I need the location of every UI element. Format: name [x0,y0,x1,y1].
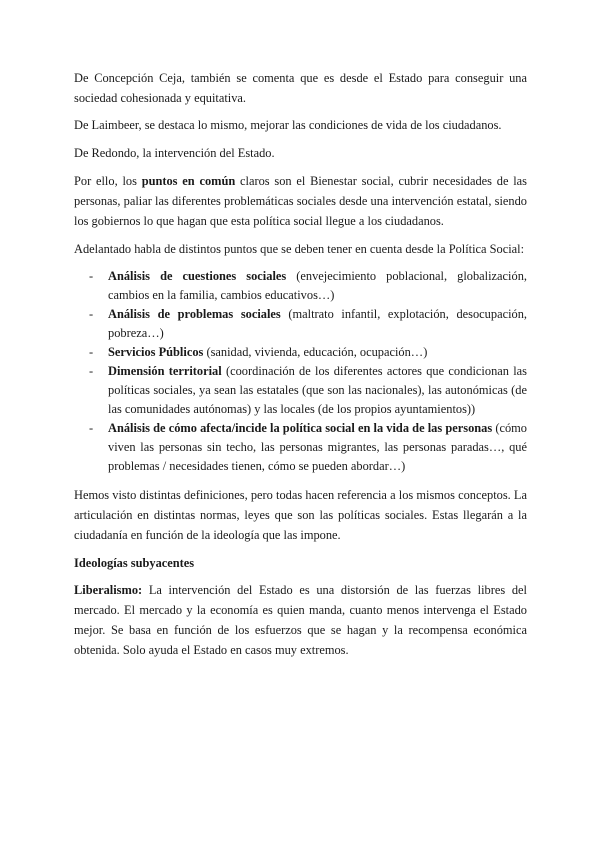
liberalismo-text: La intervención del Estado es una distorsión de las fuerzas libres del mercado. El mercado y la economía es quien manda, cuanto menos intervenga el Estado mejor. Se basa en función de los esfuerzos que se hagan y la recompensa económica obtenida. Solo ayuda el Estado en casos muy extremos. [74,583,527,657]
list-item-bold: Análisis de cómo afecta/incide la política social en la vida de las personas [108,421,493,435]
list-item [74,305,527,343]
dash-bullet: - [89,269,94,283]
dash-bullet: - [89,364,94,378]
list-item [74,362,527,419]
dash-bullet: - [89,421,94,435]
dash-bullet: - [89,307,94,321]
list-item-bold: Análisis de problemas sociales [108,307,281,321]
list-item-bold: Dimensión territorial [108,364,222,378]
list-item-text: (coordinación de los diferentes actores que condicionan las políticas sociales, ya sean las estatales (que son las nacionales), las autonómicas (de las comunidades autónomas) y las locales (de los propios ayuntamientos)) [108,364,527,416]
paragraph-adelantado: Adelantado habla de distintos puntos que se deben tener en cuenta desde la Política Social: [74,242,525,256]
paragraph-laimbeer: De Laimbeer, se destaca lo mismo, mejorar las condiciones de vida de los ciudadanos. [74,118,502,132]
liberalismo-label: Liberalismo: [74,583,143,597]
list-item [74,267,527,305]
puntos-prefix: Por ello, los [74,174,142,188]
puntos-en-comun-bold: puntos en común [141,174,236,188]
dash-bullet: - [89,345,94,359]
list-item-text: (maltrato infantil, explotación, desocupación, pobreza…) [108,307,527,340]
points-list [74,267,527,476]
paragraph-liberalismo [74,580,527,660]
list-item [74,419,527,476]
paragraph-puntos-en-comun [74,171,527,231]
paragraph-concepcion-ceja: De Concepción Ceja, también se comenta que es desde el Estado para conseguir una sociedad cohesionada y equitativa. [74,71,527,105]
paragraph-definiciones: Hemos visto distintas definiciones, pero todas hacen referencia a los mismos conceptos. La articulación en distintas normas, leyes que son las políticas sociales. Estas llegarán a la ciudadanía en función de la ideología que las impone. [74,488,527,542]
list-item [74,343,527,362]
list-item-text: (envejecimiento poblacional, globalización, cambios en la familia, cambios educativos…) [108,269,527,302]
section-heading: Ideologías subyacentes [74,556,195,570]
list-item-text: (sanidad, vivienda, educación, ocupación…) [203,345,428,359]
list-item-bold: Servicios Públicos [108,345,204,359]
puntos-suffix: claros son el Bienestar social, cubrir necesidades de las personas, paliar las diferentes problemáticas sociales desde una intervención estatal, siendo los gobiernos lo que hagan que esta política social llegue a los ciudadanos. [74,174,527,228]
list-item-bold: Análisis de cuestiones sociales [108,269,287,283]
list-item-text: (cómo viven las personas sin techo, las personas migrantes, las personas paradas…, qué problemas / necesidades tienen, cómo se pueden abordar…) [108,421,527,473]
paragraph-redondo: De Redondo, la intervención del Estado. [74,146,275,160]
